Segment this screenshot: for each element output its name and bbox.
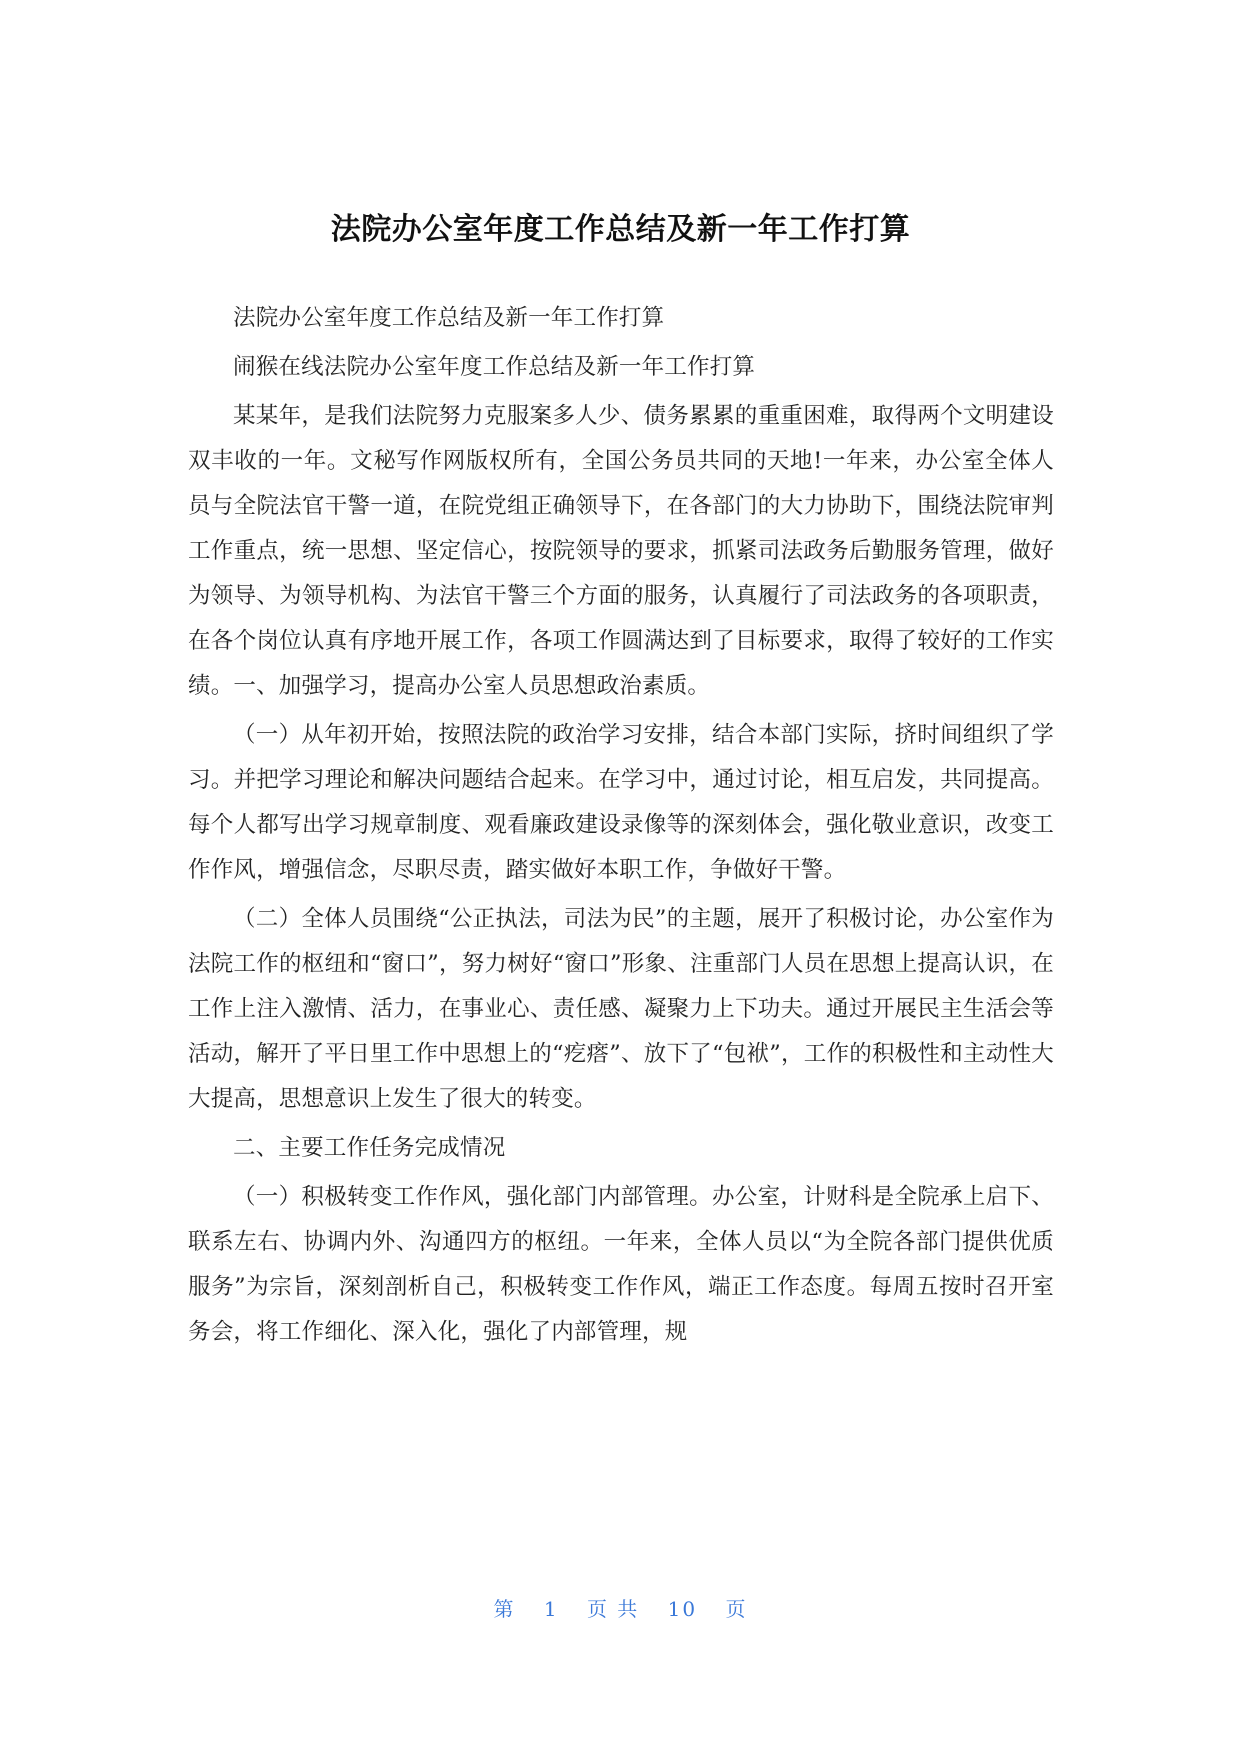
section-heading-2: 二、主要工作任务完成情况	[233, 1135, 506, 1161]
paragraph-section-1-2: （二）全体人员围绕“公正执法，司法为民”的主题，展开了积极讨论，办公室作为法院工作的枢纽和“窗口”，努力树好“窗口”形象、注重部门人员在思想上提高认识，在工作上注入激情、活力，在事业心、责任感、凝聚力上下功夫。通过开展民主生活会等活动，解开了平日里工作中思想上的“疙瘩”、放下了“包袱”，工作的积极性和主动性大大提高，思想意识上发生了很大的转变。	[188, 906, 1054, 1112]
paragraph-subtitle: 法院办公室年度工作总结及新一年工作打算	[233, 305, 665, 331]
page-footer	[0, 1593, 1241, 1622]
document-body	[188, 296, 1054, 1359]
footer-middle: 页 共	[586, 1597, 640, 1621]
footer-total-pages: 10	[667, 1597, 698, 1621]
paragraph-section-1-1: （一）从年初开始，按照法院的政治学习安排，结合本部门实际，挤时间组织了学习。并把学习理论和解决问题结合起来。在学习中，通过讨论，相互启发，共同提高。每个人都写出学习规章制度、观看廉政建设录像等的深刻体会，强化敬业意识，改变工作作风，增强信念，尽职尽责，踏实做好本职工作，争做好干警。	[188, 722, 1054, 883]
footer-suffix: 页	[725, 1597, 748, 1621]
footer-current-page: 1	[543, 1597, 559, 1621]
document-title: 法院办公室年度工作总结及新一年工作打算	[330, 212, 911, 248]
footer-prefix: 第	[493, 1597, 516, 1621]
paragraph-section-2-1: （一）积极转变工作作风，强化部门内部管理。办公室，计财科是全院承上启下、联系左右、协调内外、沟通四方的枢纽。一年来，全体人员以“为全院各部门提供优质服务”为宗旨，深刻剖析自己，积极转变工作作风，端正工作态度。每周五按时召开室务会，将工作细化、深入化，强化了内部管理，规	[188, 1184, 1054, 1345]
paragraph-source-title: 闹猴在线法院办公室年度工作总结及新一年工作打算	[233, 354, 756, 380]
paragraph-intro: 某某年，是我们法院努力克服案多人少、债务累累的重重困难，取得两个文明建设双丰收的一年。文秘写作网版权所有，全国公务员共同的天地!一年来，办公室全体人员与全院法官干警一道，在院党组正确领导下，在各部门的大力协助下，围绕法院审判工作重点，统一思想、坚定信心，按院领导的要求，抓紧司法政务后勤服务管理，做好为领导、为领导机构、为法官干警三个方面的服务，认真履行了司法政务的各项职责，在各个岗位认真有序地开展工作，各项工作圆满达到了目标要求，取得了较好的工作实绩。一、加强学习，提高办公室人员思想政治素质。	[188, 403, 1054, 699]
